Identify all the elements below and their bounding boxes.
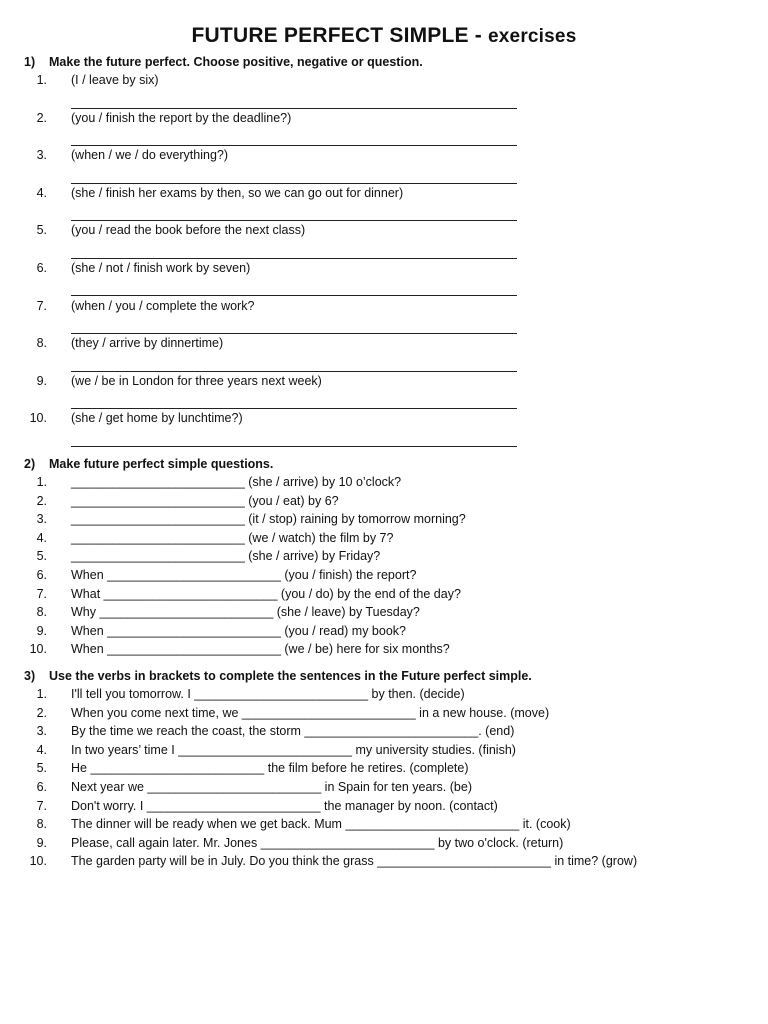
item-prompt: (I / leave by six) <box>71 73 159 87</box>
worksheet-title <box>0 24 768 48</box>
exercise-item <box>24 184 744 222</box>
exercise-item <box>24 834 744 853</box>
answer-line[interactable] <box>71 240 517 259</box>
exercise-item <box>24 603 744 622</box>
item-prompt: When you come next time, we _________________________ in a new house. (move) <box>71 705 550 720</box>
exercise-item-row <box>24 334 744 353</box>
section-number: 3) <box>24 669 36 683</box>
exercise-item-row <box>24 221 744 240</box>
exercise-list <box>24 473 744 659</box>
item-prompt: Next year we _________________________ in Spain for ten years. (be) <box>71 779 472 794</box>
item-number: 3. <box>36 724 47 739</box>
exercise-item-row <box>24 566 744 585</box>
item-number: 4. <box>36 530 47 545</box>
exercise-item-row <box>24 71 744 90</box>
item-prompt: _________________________ (she / arrive) by Friday? <box>71 549 381 564</box>
exercise-item-row <box>24 741 744 760</box>
answer-line[interactable] <box>71 127 517 146</box>
exercise-item <box>24 146 744 184</box>
answer-line[interactable] <box>71 353 517 372</box>
section-heading <box>24 455 744 473</box>
exercise-item-row <box>24 547 744 566</box>
exercise-item <box>24 704 744 723</box>
exercise-item-row <box>24 184 744 203</box>
item-number: 8. <box>36 605 47 620</box>
section-heading <box>24 53 744 71</box>
item-prompt: By the time we reach the coast, the storm _________________________. (end) <box>71 724 515 739</box>
exercise-item <box>24 297 744 335</box>
item-number: 9. <box>36 835 47 850</box>
exercise-list <box>24 71 744 447</box>
item-number: 7. <box>36 586 47 601</box>
section-instruction: Use the verbs in brackets to complete the sentences in the Future perfect simple. <box>49 669 532 683</box>
exercise-item-row <box>24 704 744 723</box>
item-prompt: (we / be in London for three years next week) <box>71 373 322 388</box>
exercise-item-row <box>24 622 744 641</box>
item-number: 10. <box>29 411 47 426</box>
item-prompt: I'll tell you tomorrow. I _________________________ by then. (decide) <box>71 687 465 701</box>
exercise-item-row <box>24 778 744 797</box>
exercise-item-row <box>24 297 744 316</box>
exercise-item-row <box>24 834 744 853</box>
exercise-item-row <box>24 815 744 834</box>
item-number: 8. <box>36 336 47 351</box>
exercise-section-1 <box>24 53 744 447</box>
exercise-item-row <box>24 492 744 511</box>
item-number: 10. <box>29 854 47 869</box>
item-number: 5. <box>36 223 47 238</box>
exercise-item <box>24 797 744 816</box>
exercise-item <box>24 409 744 447</box>
item-number: 5. <box>36 761 47 776</box>
item-number: 3. <box>36 512 47 527</box>
exercise-item <box>24 622 744 641</box>
exercise-item <box>24 529 744 548</box>
item-number: 3. <box>36 148 47 163</box>
answer-line[interactable] <box>71 202 517 221</box>
item-number: 1. <box>36 475 47 489</box>
item-prompt: When _________________________ (you / finish) the report? <box>71 567 417 582</box>
exercise-item-row <box>24 510 744 529</box>
title-separator: - <box>468 24 489 47</box>
exercise-item-row <box>24 473 744 492</box>
exercise-item <box>24 372 744 410</box>
exercise-item-row <box>24 529 744 548</box>
item-prompt: When _________________________ (you / read) my book? <box>71 623 406 638</box>
item-prompt: _________________________ (we / watch) the film by 7? <box>71 530 394 545</box>
item-number: 2. <box>36 705 47 720</box>
exercise-item-row <box>24 585 744 604</box>
exercise-item-row <box>24 409 744 428</box>
exercise-item <box>24 547 744 566</box>
exercise-item <box>24 221 744 259</box>
exercise-item <box>24 759 744 778</box>
item-prompt: (she / get home by lunchtime?) <box>71 411 243 426</box>
section-number: 2) <box>24 457 36 471</box>
item-number: 4. <box>36 742 47 757</box>
exercise-item-row <box>24 372 744 391</box>
exercise-item-row <box>24 722 744 741</box>
item-prompt: In two years’ time I _________________________ my university studies. (finish) <box>71 742 516 757</box>
item-number: 9. <box>36 373 47 388</box>
exercise-item <box>24 640 744 659</box>
exercise-item <box>24 815 744 834</box>
item-number: 1. <box>36 687 47 701</box>
exercise-item-row <box>24 603 744 622</box>
item-number: 9. <box>36 623 47 638</box>
title-sub: exercises <box>488 26 577 47</box>
exercise-item <box>24 685 744 704</box>
exercise-item-row <box>24 109 744 128</box>
answer-line[interactable] <box>71 315 517 334</box>
item-prompt: The dinner will be ready when we get back. Mum _________________________ it. (cook) <box>71 817 571 832</box>
exercise-item-row <box>24 685 744 704</box>
exercise-item-row <box>24 640 744 659</box>
item-prompt: _________________________ (you / eat) by 6? <box>71 493 339 508</box>
item-number: 5. <box>36 549 47 564</box>
section-instruction: Make the future perfect. Choose positive, negative or question. <box>49 55 423 69</box>
item-prompt: What _________________________ (you / do) by the end of the day? <box>71 586 461 601</box>
exercise-item <box>24 566 744 585</box>
item-prompt: When _________________________ (we / be) here for six months? <box>71 642 450 657</box>
item-number: 2. <box>36 493 47 508</box>
exercise-item <box>24 334 744 372</box>
item-number: 6. <box>36 567 47 582</box>
exercise-item <box>24 71 744 109</box>
item-number: 4. <box>36 185 47 200</box>
exercise-item <box>24 585 744 604</box>
answer-line[interactable] <box>71 277 517 296</box>
item-number: 2. <box>36 110 47 125</box>
item-prompt: The garden party will be in July. Do you think the grass _________________________ in time? (grow) <box>71 854 638 869</box>
item-number: 6. <box>36 779 47 794</box>
item-prompt: (you / read the book before the next class) <box>71 223 306 238</box>
exercise-item <box>24 473 744 492</box>
exercise-item <box>24 741 744 760</box>
exercise-item-row <box>24 146 744 165</box>
answer-line[interactable] <box>71 90 517 109</box>
title-main: FUTURE PERFECT SIMPLE <box>191 24 469 47</box>
item-prompt: Don't worry. I _________________________ the manager by noon. (contact) <box>71 798 498 813</box>
exercise-item <box>24 492 744 511</box>
exercise-item-row <box>24 852 744 871</box>
item-prompt: (when / you / complete the work? <box>71 298 255 313</box>
exercise-section-2 <box>24 455 744 659</box>
exercise-item <box>24 510 744 529</box>
item-number: 8. <box>36 817 47 832</box>
item-prompt: (they / arrive by dinnertime) <box>71 336 224 351</box>
answer-line[interactable] <box>71 165 517 184</box>
item-prompt: (when / we / do everything?) <box>71 148 229 163</box>
item-prompt: _________________________ (she / arrive) by 10 o’clock? <box>71 475 402 489</box>
answer-line[interactable] <box>71 390 517 409</box>
exercise-section-3 <box>24 667 744 871</box>
item-prompt: (she / finish her exams by then, so we can go out for dinner) <box>71 185 404 200</box>
exercise-item <box>24 722 744 741</box>
section-number: 1) <box>24 55 36 69</box>
item-prompt: Please, call again later. Mr. Jones _________________________ by two o'clock. (return) <box>71 835 564 850</box>
exercise-item-row <box>24 797 744 816</box>
item-number: 6. <box>36 260 47 275</box>
exercise-item <box>24 778 744 797</box>
item-prompt: Why _________________________ (she / leave) by Tuesday? <box>71 605 420 620</box>
exercise-item <box>24 109 744 147</box>
exercise-item <box>24 259 744 297</box>
item-number: 10. <box>29 642 47 657</box>
section-heading <box>24 667 744 685</box>
item-prompt: (she / not / finish work by seven) <box>71 260 251 275</box>
item-prompt: He _________________________ the film before he retires. (complete) <box>71 761 469 776</box>
item-prompt: (you / finish the report by the deadline?) <box>71 110 292 125</box>
item-number: 7. <box>36 798 47 813</box>
item-prompt: _________________________ (it / stop) raining by tomorrow morning? <box>71 512 466 527</box>
exercise-item <box>24 852 744 871</box>
section-instruction: Make future perfect simple questions. <box>49 457 274 471</box>
exercise-item-row <box>24 759 744 778</box>
item-number: 1. <box>36 73 47 87</box>
answer-line[interactable] <box>71 428 517 447</box>
exercise-list <box>24 685 744 871</box>
item-number: 7. <box>36 298 47 313</box>
exercise-item-row <box>24 259 744 278</box>
